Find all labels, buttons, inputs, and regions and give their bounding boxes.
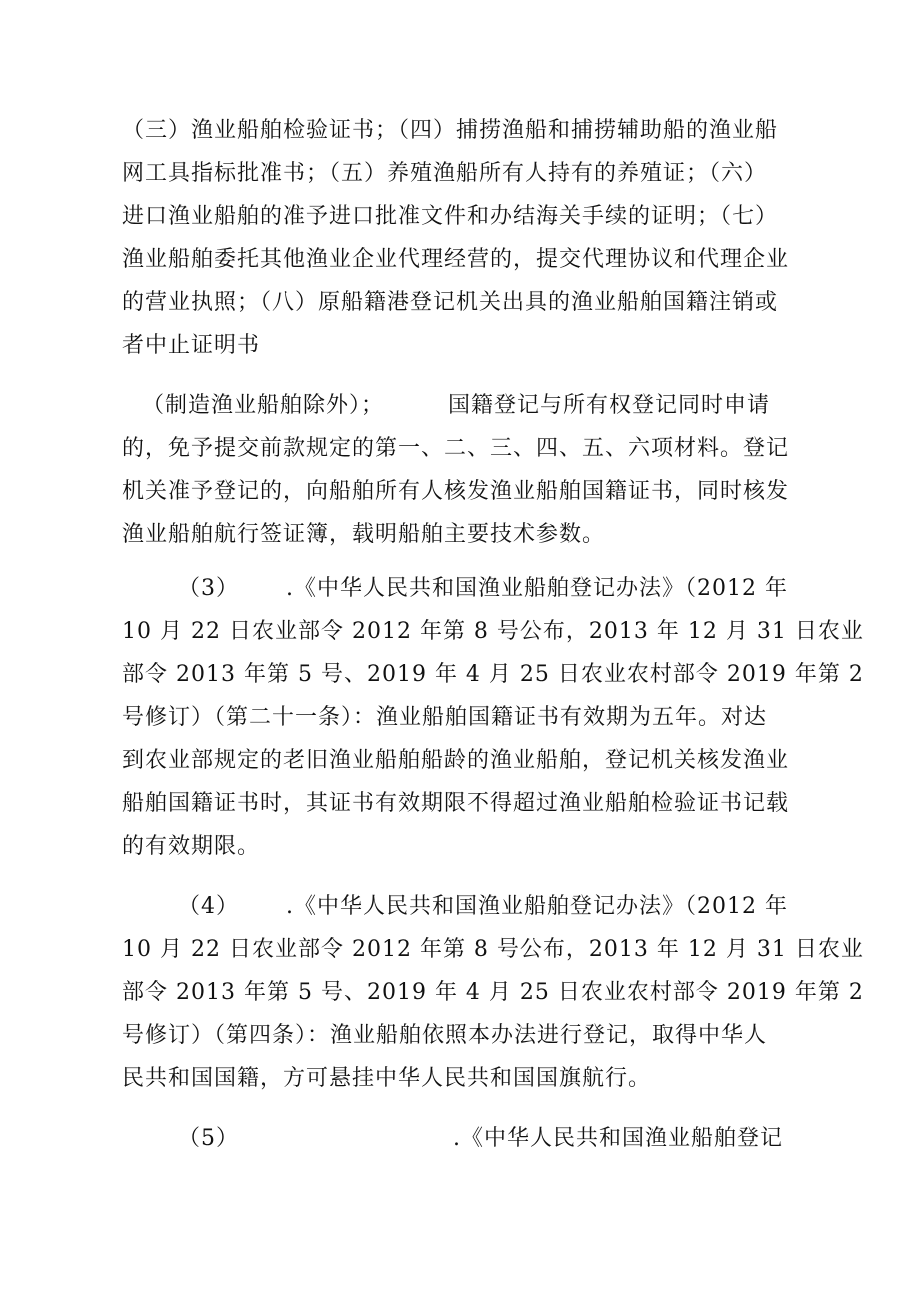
text-line: 部令 2013 年第 5 号、2019 年 4 月 25 日农业农村部令 2019 年第 2	[122, 662, 864, 687]
text-line: 机关准予登记的，向船舶所有人核发渔业船舶国籍证书，同时核发	[122, 479, 790, 504]
text-line: 渔业船舶航行签证簿，载明船舶主要技术参数。	[122, 522, 606, 547]
clause-number: （3）	[178, 576, 239, 601]
text-line: 者中止证明书	[122, 333, 261, 358]
text-line: （制造渔业船舶除外）；	[142, 393, 385, 418]
text-line: .《中华人民共和国渔业船舶登记办法》（2012 年	[286, 576, 788, 601]
text-line: （三）渔业船舶检验证书；（四）捕捞渔船和捕捞辅助船的渔业船	[122, 118, 779, 143]
text-line: 网工具指标批准书；（五）养殖渔船所有人持有的养殖证；（六）	[122, 161, 768, 186]
text-line: 到农业部规定的老旧渔业船舶船龄的渔业船舶，登记机关核发渔业	[122, 748, 790, 773]
text-line: 号修订）（第二十一条）：渔业船舶国籍证书有效期为五年。对达	[122, 705, 768, 730]
text-line: .《中华人民共和国渔业船舶登记	[453, 1126, 783, 1151]
clause-number: （4）	[178, 894, 239, 919]
text-line: 10 月 22 日农业部令 2012 年第 8 号公布，2013 年 12 月 31 日农业	[122, 619, 864, 644]
text-line: 进口渔业船舶的准予进口批准文件和办结海关手续的证明；（七）	[122, 204, 779, 229]
text-line: 的营业执照；（八）原船籍港登记机关出具的渔业船舶国籍注销或	[122, 290, 779, 315]
text-line: 渔业船舶委托其他渔业企业代理经营的，提交代理协议和代理企业	[122, 247, 790, 272]
text-line: 船舶国籍证书时，其证书有效期限不得超过渔业船舶检验证书记载	[122, 791, 790, 816]
text-line: 的有效期限。	[122, 834, 261, 859]
text-line: 的，免予提交前款规定的第一、二、三、四、五、六项材料。登记	[122, 436, 790, 461]
text-line: 国籍登记与所有权登记同时申请	[448, 393, 771, 418]
text-line: 号修订）（第四条）：渔业船舶依照本办法进行登记，取得中华人	[122, 1023, 768, 1048]
clause-number: （5）	[178, 1126, 239, 1151]
text-line: 10 月 22 日农业部令 2012 年第 8 号公布，2013 年 12 月 31 日农业	[122, 937, 864, 962]
text-line: 民共和国国籍，方可悬挂中华人民共和国国旗航行。	[122, 1066, 652, 1091]
text-line: .《中华人民共和国渔业船舶登记办法》（2012 年	[286, 894, 788, 919]
text-line: 部令 2013 年第 5 号、2019 年 4 月 25 日农业农村部令 2019 年第 2	[122, 980, 864, 1005]
